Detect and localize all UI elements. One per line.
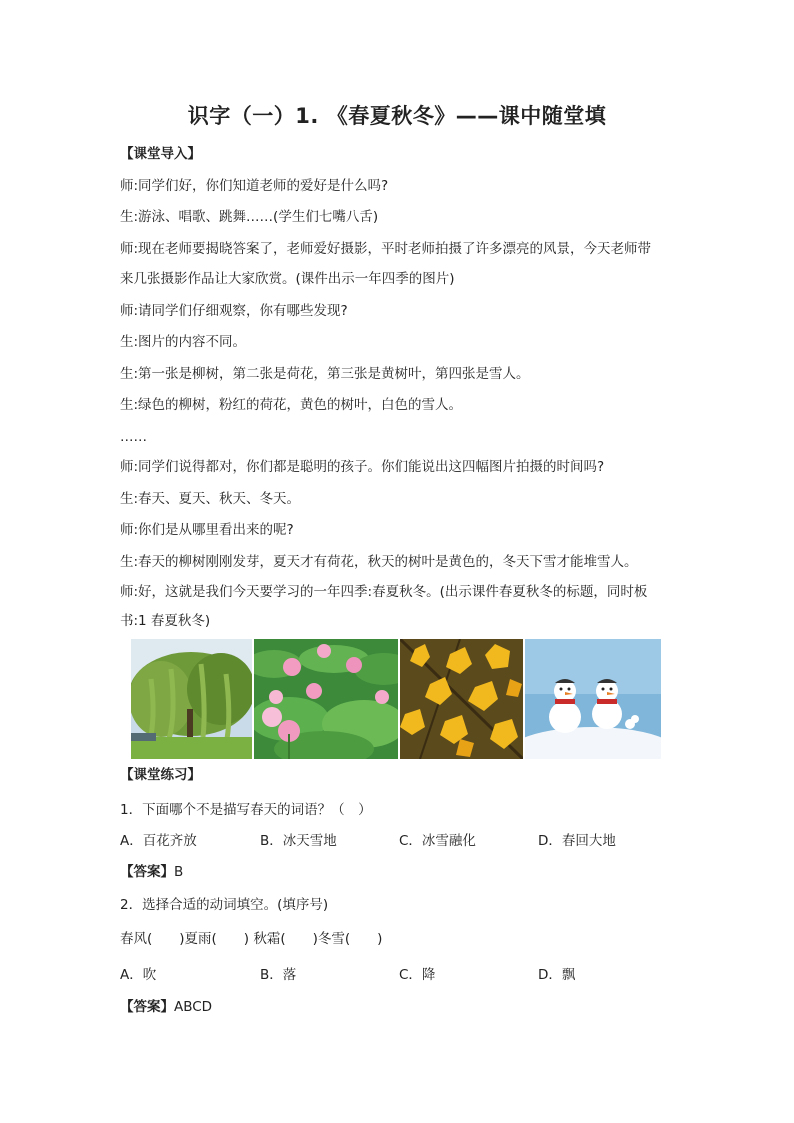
dialogue-line: 师:你们是从哪里看出来的呢?: [120, 522, 294, 538]
ellipsis-line: ……: [120, 429, 147, 445]
page-title: 识字（一）1. 《春夏秋冬》——课中随堂填: [187, 104, 607, 128]
snowmen-photo: [525, 639, 661, 759]
willow-tree-photo: [131, 639, 252, 759]
dialogue-line: 师:请同学们仔细观察，你有哪些发现?: [120, 303, 348, 319]
yellow-maple-leaves-photo: [400, 639, 523, 759]
q2-answer: [120, 998, 212, 1016]
answer-value: B: [174, 864, 184, 880]
dialogue-line: 来几张摄影作品让大家欣赏。(课件出示一年四季的图片): [120, 271, 455, 287]
dialogue-line: 生:春天的柳树刚刚发芽，夏天才有荷花，秋天的树叶是黄色的，冬天下雪才能堆雪人。: [120, 554, 638, 570]
answer-label: 【答案】: [120, 999, 174, 1015]
q1-option-c: C．冰雪融化: [399, 833, 476, 849]
season-photos: [131, 639, 661, 759]
dialogue-line: 生:图片的内容不同。: [120, 334, 247, 350]
dialogue-line: 书:1 春夏秋冬): [120, 613, 211, 629]
intro-heading: 【课堂导入】: [120, 146, 201, 162]
dialogue-line: 生:第一张是柳树，第二张是荷花，第三张是黄树叶，第四张是雪人。: [120, 366, 530, 382]
q1-answer: [120, 863, 183, 881]
q2-option-d: D．飘: [538, 967, 576, 983]
dialogue-line: 师:好，这就是我们今天要学习的一年四季:春夏秋冬。(出示课件春夏秋冬的标题，同时板: [120, 584, 648, 600]
q2-option-c: C．降: [399, 967, 436, 983]
dialogue-line: 生:春天、夏天、秋天、冬天。: [120, 491, 301, 507]
q2-option-b: B．落: [260, 967, 297, 983]
question-1-stem: 1．下面哪个不是描写春天的词语？（ ）: [120, 802, 372, 818]
q1-option-a: A．百花齐放: [120, 833, 197, 849]
dialogue-line: 师:同学们说得都对，你们都是聪明的孩子。你们能说出这四幅图片拍摄的时间吗?: [120, 459, 605, 475]
dialogue-line: 生:游泳、唱歌、跳舞……(学生们七嘴八舌): [120, 209, 379, 225]
practice-heading: 【课堂练习】: [120, 767, 201, 783]
q1-option-b: B．冰天雪地: [260, 833, 337, 849]
dialogue-line: 生:绿色的柳树，粉红的荷花，黄色的树叶，白色的雪人。: [120, 397, 463, 413]
answer-value: ABCD: [174, 999, 213, 1015]
question-2-blanks: 春风( )夏雨( ) 秋霜( )冬雪( ): [120, 931, 383, 947]
dialogue-line: 师:现在老师要揭晓答案了，老师爱好摄影，平时老师拍摄了许多漂亮的风景，今天老师带: [120, 241, 652, 257]
dialogue-line: 师:同学们好，你们知道老师的爱好是什么吗?: [120, 178, 389, 194]
q2-option-a: A．吹: [120, 967, 157, 983]
answer-label: 【答案】: [120, 864, 174, 880]
question-2-stem: 2．选择合适的动词填空。(填序号): [120, 897, 329, 913]
lotus-flowers-photo: [254, 639, 398, 759]
q1-option-d: D．春回大地: [538, 833, 616, 849]
